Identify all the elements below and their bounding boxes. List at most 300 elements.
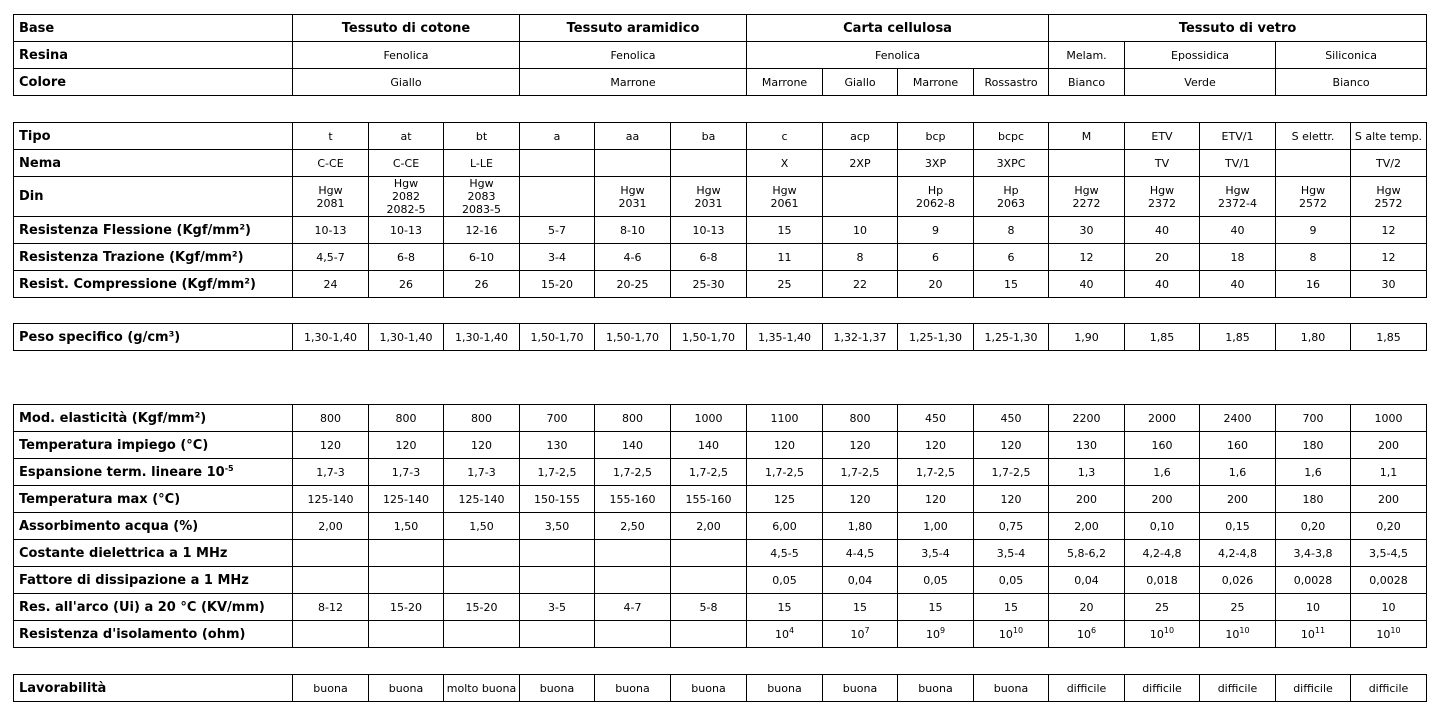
row-label: Nema [14, 150, 293, 177]
value-cell: 2,00 [671, 513, 747, 540]
header-row-base [14, 15, 1427, 42]
table-row [14, 459, 1427, 486]
value-cell: $10^{10}$ [1125, 621, 1200, 648]
value-cell: 15 [898, 594, 974, 621]
value-cell: 1,50-1,70 [671, 324, 747, 351]
value-cell: 6-10 [444, 244, 520, 271]
value-cell: 0,20 [1351, 513, 1427, 540]
value-cell: bcp [898, 123, 974, 150]
value-cell: 3,5-4 [974, 540, 1049, 567]
header-group-cell: Fenolica [293, 42, 520, 69]
value-cell: 1,80 [1276, 324, 1351, 351]
value-cell: Hgw 2372 [1125, 177, 1200, 217]
value-cell: 800 [293, 405, 369, 432]
value-cell: 0,0028 [1351, 567, 1427, 594]
value-cell: 125 [747, 486, 823, 513]
table-row [14, 513, 1427, 540]
value-cell: 40 [1049, 271, 1125, 298]
value-cell: 450 [974, 405, 1049, 432]
value-cell [595, 540, 671, 567]
value-cell: Hgw 2031 [671, 177, 747, 217]
value-cell: 25 [747, 271, 823, 298]
value-cell [520, 621, 595, 648]
value-cell: 120 [293, 432, 369, 459]
value-cell: C-CE [369, 150, 444, 177]
value-cell: buona [974, 675, 1049, 702]
header-group-cell: Siliconica [1276, 42, 1427, 69]
value-cell: 16 [1276, 271, 1351, 298]
value-cell [369, 621, 444, 648]
row-label: Din [14, 177, 293, 217]
value-cell: aa [595, 123, 671, 150]
value-cell: 10 [1351, 594, 1427, 621]
header-group-cell: Epossidica [1125, 42, 1276, 69]
value-cell: TV/2 [1351, 150, 1427, 177]
value-cell: acp [823, 123, 898, 150]
value-cell: 130 [520, 432, 595, 459]
value-cell: Hgw 2083 2083-5 [444, 177, 520, 217]
value-cell: difficile [1125, 675, 1200, 702]
value-cell: Hp 2063 [974, 177, 1049, 217]
value-cell: 120 [823, 432, 898, 459]
value-cell: difficile [1276, 675, 1351, 702]
value-cell: buona [898, 675, 974, 702]
value-cell: 200 [1200, 486, 1276, 513]
header-group-cell: Carta cellulosa [747, 15, 1049, 42]
value-cell: 12 [1351, 244, 1427, 271]
value-cell: 22 [823, 271, 898, 298]
value-cell: 800 [369, 405, 444, 432]
row-label: Res. all'arco (Ui) a 20 °C (KV/mm) [14, 594, 293, 621]
value-cell: 155-160 [595, 486, 671, 513]
value-cell: Hgw 2572 [1351, 177, 1427, 217]
value-cell: 4,2-4,8 [1200, 540, 1276, 567]
value-cell: 30 [1351, 271, 1427, 298]
value-cell: 3XP [898, 150, 974, 177]
value-cell [671, 621, 747, 648]
value-cell: 4,5-5 [747, 540, 823, 567]
value-cell: 1,7-3 [293, 459, 369, 486]
value-cell: at [369, 123, 444, 150]
value-cell: 800 [823, 405, 898, 432]
value-cell: buona [520, 675, 595, 702]
value-cell: 120 [898, 432, 974, 459]
value-cell [369, 540, 444, 567]
value-cell: 120 [747, 432, 823, 459]
value-cell: $10^9$ [898, 621, 974, 648]
value-cell: L-LE [444, 150, 520, 177]
value-cell: buona [293, 675, 369, 702]
value-cell: Hgw 2082 2082-5 [369, 177, 444, 217]
value-cell: 6 [898, 244, 974, 271]
value-cell: 8 [823, 244, 898, 271]
table-row [14, 324, 1427, 351]
value-cell [369, 567, 444, 594]
value-cell: 40 [1200, 271, 1276, 298]
header-group-cell: Bianco [1049, 69, 1125, 96]
value-cell [520, 150, 595, 177]
value-cell: 1,35-1,40 [747, 324, 823, 351]
value-cell: 120 [823, 486, 898, 513]
header-group-cell: Melam. [1049, 42, 1125, 69]
value-cell: 15 [974, 594, 1049, 621]
value-cell [520, 567, 595, 594]
row-label: Lavorabilità [14, 675, 293, 702]
value-cell: 125-140 [293, 486, 369, 513]
value-cell: 1,50 [369, 513, 444, 540]
header-group-cell: Verde [1125, 69, 1276, 96]
header-group-cell: Tessuto aramidico [520, 15, 747, 42]
value-cell: 26 [444, 271, 520, 298]
table-row [14, 271, 1427, 298]
value-cell [520, 540, 595, 567]
value-cell: 11 [747, 244, 823, 271]
value-cell: 130 [1049, 432, 1125, 459]
row-label: Tipo [14, 123, 293, 150]
table-row [14, 150, 1427, 177]
properties-block-2 [13, 323, 1427, 351]
value-cell [293, 540, 369, 567]
value-cell: 12-16 [444, 217, 520, 244]
value-cell: 1,80 [823, 513, 898, 540]
value-cell: 800 [595, 405, 671, 432]
value-cell: Hgw 2081 [293, 177, 369, 217]
value-cell: 155-160 [671, 486, 747, 513]
value-cell [595, 621, 671, 648]
value-cell: buona [595, 675, 671, 702]
value-cell: 1,7-3 [444, 459, 520, 486]
properties-block-4 [13, 512, 1427, 648]
value-cell: 20 [898, 271, 974, 298]
value-cell: buona [369, 675, 444, 702]
row-label: Temperatura max (°C) [14, 486, 293, 513]
value-cell: 1,85 [1351, 324, 1427, 351]
value-cell: 26 [369, 271, 444, 298]
row-label: Temperatura impiego (°C) [14, 432, 293, 459]
value-cell: 10 [823, 217, 898, 244]
value-cell: 120 [369, 432, 444, 459]
value-cell: 200 [1125, 486, 1200, 513]
table-row [14, 244, 1427, 271]
value-cell: 0,04 [823, 567, 898, 594]
row-label: Costante dielettrica a 1 MHz [14, 540, 293, 567]
value-cell: 15 [823, 594, 898, 621]
value-cell [444, 621, 520, 648]
value-cell: 3,4-3,8 [1276, 540, 1351, 567]
value-cell: 1,25-1,30 [974, 324, 1049, 351]
value-cell: 15-20 [369, 594, 444, 621]
value-cell: 12 [1049, 244, 1125, 271]
value-cell: 15-20 [444, 594, 520, 621]
value-cell: difficile [1351, 675, 1427, 702]
value-cell: 5,8-6,2 [1049, 540, 1125, 567]
row-label: Colore [14, 69, 293, 96]
header-group-cell: Tessuto di vetro [1049, 15, 1427, 42]
value-cell: 8 [1276, 244, 1351, 271]
value-cell: 1,7-2,5 [595, 459, 671, 486]
value-cell: 3-4 [520, 244, 595, 271]
properties-block-1 [13, 122, 1427, 298]
value-cell: 1,7-2,5 [520, 459, 595, 486]
value-cell: 0,05 [898, 567, 974, 594]
table-row [14, 540, 1427, 567]
value-cell [671, 540, 747, 567]
row-label: Espansione term. lineare $10^{-5}$ [14, 459, 293, 486]
value-cell: difficile [1200, 675, 1276, 702]
properties-block-3 [13, 404, 1427, 513]
value-cell: 0,15 [1200, 513, 1276, 540]
value-cell: 200 [1351, 486, 1427, 513]
value-cell: $10^{11}$ [1276, 621, 1351, 648]
value-cell: 700 [1276, 405, 1351, 432]
value-cell: 1,85 [1125, 324, 1200, 351]
value-cell: 15-20 [520, 271, 595, 298]
table-row [14, 567, 1427, 594]
value-cell: 4-4,5 [823, 540, 898, 567]
header-group-cell: Marrone [747, 69, 823, 96]
header-group-cell: Giallo [823, 69, 898, 96]
value-cell: TV/1 [1200, 150, 1276, 177]
value-cell: 1,6 [1276, 459, 1351, 486]
value-cell: 9 [898, 217, 974, 244]
value-cell: 1,30-1,40 [293, 324, 369, 351]
value-cell: 0,0028 [1276, 567, 1351, 594]
value-cell: 3,50 [520, 513, 595, 540]
value-cell: 1100 [747, 405, 823, 432]
header-group-cell: Marrone [520, 69, 747, 96]
value-cell: 0,026 [1200, 567, 1276, 594]
value-cell [671, 567, 747, 594]
value-cell: 200 [1049, 486, 1125, 513]
value-cell: 160 [1125, 432, 1200, 459]
value-cell: 0,018 [1125, 567, 1200, 594]
row-label: Resistenza Flessione (Kgf/mm²) [14, 217, 293, 244]
value-cell: C-CE [293, 150, 369, 177]
value-cell [595, 567, 671, 594]
value-cell: 3,5-4 [898, 540, 974, 567]
value-cell: 1,7-2,5 [671, 459, 747, 486]
value-cell: 1,00 [898, 513, 974, 540]
value-cell: 10 [1276, 594, 1351, 621]
header-group-cell: Marrone [898, 69, 974, 96]
table-row [14, 177, 1427, 217]
value-cell: 150-155 [520, 486, 595, 513]
value-cell: 120 [444, 432, 520, 459]
value-cell: 2,00 [1049, 513, 1125, 540]
value-cell: 9 [1276, 217, 1351, 244]
header-group-cell: Fenolica [520, 42, 747, 69]
row-label: Resistenza d'isolamento (ohm) [14, 621, 293, 648]
value-cell: 3XPC [974, 150, 1049, 177]
value-cell: $10^7$ [823, 621, 898, 648]
value-cell: Hp 2062-8 [898, 177, 974, 217]
table-row [14, 486, 1427, 513]
value-cell: 1,3 [1049, 459, 1125, 486]
value-cell: 2200 [1049, 405, 1125, 432]
value-cell: 10-13 [369, 217, 444, 244]
value-cell: 12 [1351, 217, 1427, 244]
value-cell: 8-10 [595, 217, 671, 244]
value-cell: 1,7-3 [369, 459, 444, 486]
value-cell: 1,50 [444, 513, 520, 540]
value-cell: 160 [1200, 432, 1276, 459]
row-label: Peso specifico (g/cm³) [14, 324, 293, 351]
table-row [14, 405, 1427, 432]
value-cell: 3-5 [520, 594, 595, 621]
value-cell: 120 [898, 486, 974, 513]
table-row [14, 621, 1427, 648]
value-cell: bt [444, 123, 520, 150]
value-cell: S elettr. [1276, 123, 1351, 150]
value-cell: 40 [1125, 271, 1200, 298]
value-cell: 8 [974, 217, 1049, 244]
value-cell: 25 [1125, 594, 1200, 621]
value-cell: Hgw 2031 [595, 177, 671, 217]
value-cell: 10-13 [293, 217, 369, 244]
value-cell: 6-8 [369, 244, 444, 271]
value-cell: 2000 [1125, 405, 1200, 432]
value-cell: 0,04 [1049, 567, 1125, 594]
value-cell: 6-8 [671, 244, 747, 271]
header-group-cell: Rossastro [974, 69, 1049, 96]
value-cell: 6,00 [747, 513, 823, 540]
value-cell: 10-13 [671, 217, 747, 244]
row-label: Fattore di dissipazione a 1 MHz [14, 567, 293, 594]
value-cell: Hgw 2372-4 [1200, 177, 1276, 217]
value-cell: 1,30-1,40 [444, 324, 520, 351]
value-cell: 2XP [823, 150, 898, 177]
value-cell: 1,7-2,5 [823, 459, 898, 486]
table-row [14, 432, 1427, 459]
value-cell: 180 [1276, 432, 1351, 459]
value-cell: 1,50-1,70 [595, 324, 671, 351]
value-cell: 20 [1049, 594, 1125, 621]
value-cell: 24 [293, 271, 369, 298]
value-cell: 180 [1276, 486, 1351, 513]
value-cell: $10^{10}$ [1351, 621, 1427, 648]
header-group-cell: Bianco [1276, 69, 1427, 96]
value-cell: 1000 [1351, 405, 1427, 432]
value-cell [293, 621, 369, 648]
value-cell [444, 540, 520, 567]
value-cell: 0,20 [1276, 513, 1351, 540]
value-cell: 25 [1200, 594, 1276, 621]
value-cell: 25-30 [671, 271, 747, 298]
value-cell: 5-8 [671, 594, 747, 621]
value-cell: 800 [444, 405, 520, 432]
value-cell: S alte temp. [1351, 123, 1427, 150]
value-cell: 40 [1125, 217, 1200, 244]
value-cell: $10^{10}$ [1200, 621, 1276, 648]
value-cell [1276, 150, 1351, 177]
value-cell: 4,2-4,8 [1125, 540, 1200, 567]
properties-block-5 [13, 674, 1427, 702]
row-label: Base [14, 15, 293, 42]
value-cell: 120 [974, 432, 1049, 459]
value-cell: 1,50-1,70 [520, 324, 595, 351]
value-cell [520, 177, 595, 217]
value-cell: 15 [974, 271, 1049, 298]
value-cell [595, 150, 671, 177]
value-cell: ETV [1125, 123, 1200, 150]
row-label: Resina [14, 42, 293, 69]
value-cell: 4,5-7 [293, 244, 369, 271]
value-cell: 0,05 [974, 567, 1049, 594]
header-row-resina [14, 42, 1427, 69]
value-cell: 6 [974, 244, 1049, 271]
value-cell: 0,05 [747, 567, 823, 594]
value-cell: a [520, 123, 595, 150]
value-cell: 1,32-1,37 [823, 324, 898, 351]
value-cell: 125-140 [444, 486, 520, 513]
value-cell: Hgw 2272 [1049, 177, 1125, 217]
value-cell: M [1049, 123, 1125, 150]
row-label: Resistenza Trazione (Kgf/mm²) [14, 244, 293, 271]
value-cell: 4-7 [595, 594, 671, 621]
value-cell: 450 [898, 405, 974, 432]
value-cell: 1,1 [1351, 459, 1427, 486]
header-table [13, 14, 1427, 96]
value-cell: 30 [1049, 217, 1125, 244]
value-cell: $10^{10}$ [974, 621, 1049, 648]
value-cell: ba [671, 123, 747, 150]
value-cell: $10^6$ [1049, 621, 1125, 648]
value-cell: buona [823, 675, 898, 702]
row-label: Mod. elasticità (Kgf/mm²) [14, 405, 293, 432]
value-cell: X [747, 150, 823, 177]
value-cell: t [293, 123, 369, 150]
value-cell: TV [1125, 150, 1200, 177]
value-cell [1049, 150, 1125, 177]
row-label: Assorbimento acqua (%) [14, 513, 293, 540]
value-cell: 20 [1125, 244, 1200, 271]
value-cell: 125-140 [369, 486, 444, 513]
value-cell: 700 [520, 405, 595, 432]
value-cell: 4-6 [595, 244, 671, 271]
value-cell: 0,10 [1125, 513, 1200, 540]
value-cell: 1,7-2,5 [898, 459, 974, 486]
value-cell: buona [747, 675, 823, 702]
value-cell: 1,7-2,5 [974, 459, 1049, 486]
value-cell: 18 [1200, 244, 1276, 271]
value-cell: ETV/1 [1200, 123, 1276, 150]
table-row [14, 217, 1427, 244]
value-cell: 8-12 [293, 594, 369, 621]
value-cell: Hgw 2572 [1276, 177, 1351, 217]
header-row-colore [14, 69, 1427, 96]
value-cell: 15 [747, 217, 823, 244]
value-cell [444, 567, 520, 594]
value-cell: difficile [1049, 675, 1125, 702]
value-cell: buona [671, 675, 747, 702]
value-cell: 1,6 [1200, 459, 1276, 486]
value-cell: molto buona [444, 675, 520, 702]
value-cell: 2,00 [293, 513, 369, 540]
value-cell: 2,50 [595, 513, 671, 540]
value-cell: 2400 [1200, 405, 1276, 432]
value-cell: Hgw 2061 [747, 177, 823, 217]
value-cell: 5-7 [520, 217, 595, 244]
value-cell: 140 [671, 432, 747, 459]
value-cell [823, 177, 898, 217]
value-cell [671, 150, 747, 177]
value-cell: 1000 [671, 405, 747, 432]
table-row [14, 123, 1427, 150]
value-cell: 20-25 [595, 271, 671, 298]
value-cell: 1,7-2,5 [747, 459, 823, 486]
table-row [14, 675, 1427, 702]
value-cell: 3,5-4,5 [1351, 540, 1427, 567]
